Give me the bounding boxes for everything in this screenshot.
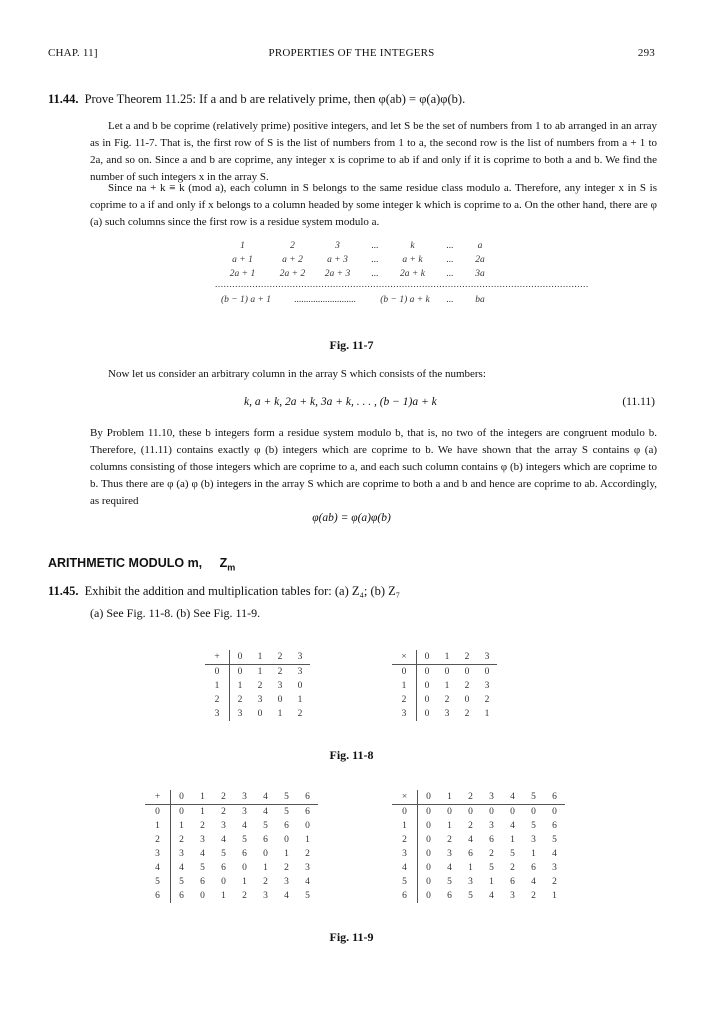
column-header: 3 bbox=[477, 650, 497, 665]
array-cell: ... bbox=[446, 241, 454, 251]
array-cell: k bbox=[410, 241, 415, 251]
table-cell: 1 bbox=[531, 849, 536, 859]
array-row bbox=[215, 255, 495, 269]
table-cell: 6 bbox=[510, 877, 515, 887]
table-cell: 6 bbox=[263, 835, 268, 845]
table-cell: 3 bbox=[468, 877, 473, 887]
column-header: 3 bbox=[481, 790, 502, 805]
table-cell: 5 bbox=[468, 891, 473, 901]
table-cell: 3 bbox=[297, 667, 303, 677]
table-row bbox=[392, 875, 565, 889]
table-cell: 3 bbox=[447, 849, 452, 859]
array-dotted-separator bbox=[215, 280, 589, 295]
array-cell: ... bbox=[371, 269, 379, 279]
row-header: 0 bbox=[205, 665, 230, 680]
table-cell: 2 bbox=[200, 821, 205, 831]
table-cell: 2 bbox=[297, 709, 303, 719]
column-header: 4 bbox=[255, 790, 276, 805]
table-cell: 0 bbox=[447, 807, 452, 817]
array-cell: ... bbox=[371, 241, 379, 251]
table-row bbox=[392, 665, 497, 680]
table-row bbox=[205, 665, 310, 680]
fig-11-7-array bbox=[215, 241, 589, 309]
row-header: 4 bbox=[392, 861, 418, 875]
table-row bbox=[205, 693, 310, 707]
column-header: 5 bbox=[276, 790, 297, 805]
problem-11-45-statement bbox=[48, 584, 400, 599]
column-header: 5 bbox=[523, 790, 544, 805]
table-cell: 0 bbox=[426, 877, 431, 887]
table-cell: 0 bbox=[426, 835, 431, 845]
row-header: 0 bbox=[392, 805, 418, 820]
table-header-row bbox=[205, 650, 310, 665]
operator-symbol: × bbox=[392, 650, 417, 665]
section-title: ARITHMETIC MODULO m, bbox=[48, 556, 203, 570]
row-header: 1 bbox=[392, 819, 418, 833]
table-cell: 3 bbox=[200, 835, 205, 845]
table-cell: 3 bbox=[221, 821, 226, 831]
table-cell: 0 bbox=[426, 863, 431, 873]
table-cell: 3 bbox=[552, 863, 557, 873]
table-row bbox=[205, 679, 310, 693]
table-cell: 3 bbox=[179, 849, 184, 859]
table-cell: 5 bbox=[242, 835, 247, 845]
operator-symbol: + bbox=[205, 650, 230, 665]
array-cell: ... bbox=[446, 295, 454, 305]
table-cell: 2 bbox=[179, 835, 184, 845]
array-row bbox=[215, 241, 495, 255]
table-row bbox=[392, 833, 565, 847]
table-cell: 6 bbox=[447, 891, 452, 901]
table-cell: 0 bbox=[464, 695, 470, 705]
table-header-row bbox=[145, 790, 318, 805]
z7-addition-table bbox=[145, 790, 318, 903]
table-cell: 6 bbox=[489, 835, 494, 845]
table-cell: 3 bbox=[489, 821, 494, 831]
table-cell: 1 bbox=[257, 667, 263, 677]
table-cell: 1 bbox=[297, 695, 303, 705]
table-cell: 0 bbox=[444, 667, 450, 677]
table-cell: 4 bbox=[284, 891, 289, 901]
table-cell: 2 bbox=[444, 695, 450, 705]
column-header: 0 bbox=[230, 650, 251, 665]
array-cell: 2a + 2 bbox=[279, 269, 306, 279]
table-row bbox=[145, 847, 318, 861]
array-cell: 2 bbox=[290, 241, 295, 251]
array-cell: ... bbox=[446, 269, 454, 279]
array-cell: .......................... bbox=[294, 295, 356, 305]
table-row bbox=[145, 833, 318, 847]
table-header-row bbox=[392, 790, 565, 805]
row-header: 0 bbox=[145, 805, 171, 820]
row-header: 6 bbox=[392, 889, 418, 903]
table-row bbox=[145, 861, 318, 875]
column-header: 0 bbox=[171, 790, 193, 805]
column-header: 1 bbox=[250, 650, 270, 665]
array-cell: ... bbox=[446, 255, 454, 265]
table-cell: 1 bbox=[468, 863, 473, 873]
proof-paragraph-3: Now let us consider an arbitrary column in the array S which consists of the numbers: bbox=[108, 368, 486, 380]
table-cell: 5 bbox=[200, 863, 205, 873]
table-row bbox=[392, 861, 565, 875]
table-cell: 1 bbox=[221, 891, 226, 901]
table-cell: 2 bbox=[510, 863, 515, 873]
array-cell: (b − 1) a + k bbox=[380, 295, 430, 305]
table-cell: 0 bbox=[424, 709, 430, 719]
table-row bbox=[205, 707, 310, 721]
table-cell: 5 bbox=[263, 821, 268, 831]
table-cell: 3 bbox=[257, 695, 263, 705]
table-cell: 0 bbox=[297, 681, 303, 691]
table-row bbox=[145, 889, 318, 903]
column-header: 1 bbox=[437, 650, 457, 665]
table-cell: 4 bbox=[552, 849, 557, 859]
row-header: 3 bbox=[145, 847, 171, 861]
section-heading bbox=[48, 556, 235, 573]
problem-number: 11.45. bbox=[48, 584, 79, 598]
table-cell: 0 bbox=[484, 667, 490, 677]
table-cell: 5 bbox=[305, 891, 310, 901]
table-cell: 1 bbox=[444, 681, 450, 691]
row-header: 5 bbox=[392, 875, 418, 889]
column-header: 6 bbox=[297, 790, 318, 805]
array-cell: 2a + 3 bbox=[324, 269, 351, 279]
column-header: 1 bbox=[439, 790, 460, 805]
table-cell: 4 bbox=[200, 849, 205, 859]
operator-symbol: + bbox=[145, 790, 171, 805]
table-cell: 2 bbox=[489, 849, 494, 859]
row-header: 3 bbox=[392, 707, 417, 721]
result-equation: φ(ab) = φ(a)φ(b) bbox=[312, 512, 391, 524]
table-cell: 1 bbox=[284, 849, 289, 859]
running-header-title: PROPERTIES OF THE INTEGERS bbox=[268, 47, 435, 59]
z7-multiplication-table bbox=[392, 790, 565, 903]
table-cell: 1 bbox=[242, 877, 247, 887]
table-cell: 2 bbox=[257, 681, 263, 691]
table-cell: 0 bbox=[221, 877, 226, 887]
array-cell: a bbox=[477, 241, 483, 251]
array-cell: a + k bbox=[402, 255, 423, 265]
table-cell: 0 bbox=[510, 807, 515, 817]
section-symbol: Z bbox=[219, 556, 228, 570]
table-cell: 3 bbox=[510, 891, 515, 901]
table-cell: 0 bbox=[200, 891, 205, 901]
equation-label: (11.11) bbox=[622, 396, 655, 408]
column-header: 0 bbox=[417, 650, 438, 665]
table-cell: 0 bbox=[424, 681, 430, 691]
row-header: 0 bbox=[392, 665, 417, 680]
proof-paragraph-2: Since na + k ≡ k (mod a), each column in S belongs to the same residue class modulo a. Therefore, any integer x in S is coprime to a if and only if x belongs to a column headed by some integer k which is coprime to a. On the other hand, there are φ (a) such columns since the first row is a residue system modulo a. bbox=[90, 182, 657, 228]
table-cell: 6 bbox=[179, 891, 184, 901]
table-cell: 5 bbox=[510, 849, 515, 859]
table-cell: 6 bbox=[200, 877, 205, 887]
row-header: 3 bbox=[205, 707, 230, 721]
table-cell: 2 bbox=[464, 709, 470, 719]
table-row bbox=[145, 805, 318, 820]
column-header: 2 bbox=[460, 790, 481, 805]
table-cell: 2 bbox=[531, 891, 536, 901]
table-cell: 0 bbox=[464, 667, 470, 677]
row-header: 5 bbox=[145, 875, 171, 889]
column-header: 3 bbox=[234, 790, 255, 805]
table-cell: 5 bbox=[221, 849, 226, 859]
column-header: 3 bbox=[290, 650, 310, 665]
table-cell: 3 bbox=[237, 709, 243, 719]
operator-symbol: × bbox=[392, 790, 418, 805]
table-cell: 0 bbox=[284, 835, 289, 845]
table-cell: 0 bbox=[424, 695, 430, 705]
fig-11-9-caption: Fig. 11-9 bbox=[329, 930, 374, 944]
array-cell: ... bbox=[371, 255, 379, 265]
table-row bbox=[145, 875, 318, 889]
problem-text: Exhibit the addition and multiplication tables for: (a) Z₄; (b) Z₇ bbox=[84, 584, 401, 598]
dotted-line: .................................................................................................................................. bbox=[215, 280, 589, 290]
row-header: 2 bbox=[392, 693, 417, 707]
table-cell: 6 bbox=[552, 821, 557, 831]
table-cell: 1 bbox=[277, 709, 283, 719]
table-cell: 3 bbox=[284, 877, 289, 887]
array-cell: 3 bbox=[335, 241, 340, 251]
table-cell: 0 bbox=[237, 667, 243, 677]
proof-paragraph-4: By Problem 11.10, these b integers form a residue system modulo b, that is, no two of the integers are congruent modulo b. Therefore, (11.11) contains exactly φ (b) integers which are coprime to b. We have shown that the array S contains φ (a) columns consisting of those integers which are coprime to a, and each such column contains φ (b) integers which are coprime to b. Thus there are φ (a) φ (b) integers in the array S which are coprime to both a and b and hence are coprime to ab. Accordingly, as required bbox=[90, 427, 657, 507]
column-header: 2 bbox=[457, 650, 477, 665]
table-row bbox=[145, 819, 318, 833]
table-cell: 5 bbox=[552, 835, 557, 845]
problem-11-44-statement bbox=[48, 92, 465, 107]
table-cell: 2 bbox=[284, 863, 289, 873]
row-header: 4 bbox=[145, 861, 171, 875]
table-cell: 1 bbox=[484, 709, 490, 719]
table-cell: 0 bbox=[179, 807, 184, 817]
array-cell: a + 3 bbox=[327, 255, 348, 265]
table-cell: 2 bbox=[484, 695, 490, 705]
table-row bbox=[392, 693, 497, 707]
table-cell: 3 bbox=[263, 891, 268, 901]
table-cell: 0 bbox=[242, 863, 247, 873]
table-cell: 2 bbox=[242, 891, 247, 901]
column-header: 2 bbox=[270, 650, 290, 665]
table-cell: 0 bbox=[489, 807, 494, 817]
table-cell: 4 bbox=[489, 891, 494, 901]
table-cell: 3 bbox=[277, 681, 283, 691]
table-cell: 2 bbox=[447, 835, 452, 845]
array-cell: 1 bbox=[240, 241, 245, 251]
array-cell: 2a bbox=[475, 255, 485, 265]
column-header: 4 bbox=[502, 790, 523, 805]
column-header: 0 bbox=[418, 790, 440, 805]
array-cell: 3a bbox=[475, 269, 485, 279]
table-cell: 6 bbox=[305, 807, 310, 817]
table-cell: 2 bbox=[263, 877, 268, 887]
table-cell: 2 bbox=[552, 877, 557, 887]
table-row bbox=[392, 819, 565, 833]
running-header-chapter: CHAP. 11] bbox=[48, 47, 98, 59]
table-cell: 0 bbox=[277, 695, 283, 705]
table-cell: 1 bbox=[179, 821, 184, 831]
table-cell: 2 bbox=[277, 667, 283, 677]
table-cell: 5 bbox=[531, 821, 536, 831]
array-cell: 2a + 1 bbox=[229, 269, 256, 279]
table-row bbox=[392, 707, 497, 721]
table-cell: 3 bbox=[531, 835, 536, 845]
table-row bbox=[392, 805, 565, 820]
table-cell: 0 bbox=[552, 807, 557, 817]
fig-11-8-caption: Fig. 11-8 bbox=[329, 748, 374, 762]
table-cell: 1 bbox=[200, 807, 205, 817]
table-cell: 4 bbox=[510, 821, 515, 831]
proof-paragraph-1: Let a and b be coprime (relatively prime) positive integers, and let S be the set of numbers from 1 to ab arranged in an array as in Fig. 11-7. That is, the first row of S is the list of numbers from 1 to a, the second row is the list of numbers from a + 1 to 2a, and so on. Since a and b are coprime, any integer x is coprime to ab if and only if it is coprime to both a and b. We find the number of such integers x in the array S. bbox=[90, 120, 657, 183]
array-cell: a + 2 bbox=[282, 255, 303, 265]
problem-text: Prove Theorem 11.25: If a and b are relatively prime, then φ(ab) = φ(a)φ(b). bbox=[84, 92, 466, 106]
table-cell: 3 bbox=[484, 681, 490, 691]
table-row bbox=[392, 679, 497, 693]
table-cell: 3 bbox=[242, 807, 247, 817]
page-number: 293 bbox=[637, 47, 655, 59]
table-cell: 6 bbox=[531, 863, 536, 873]
table-cell: 4 bbox=[179, 863, 184, 873]
column-header: 6 bbox=[544, 790, 565, 805]
table-row bbox=[392, 889, 565, 903]
table-header-row bbox=[392, 650, 497, 665]
table-cell: 3 bbox=[305, 863, 310, 873]
section-symbol-subscript: m bbox=[227, 562, 236, 573]
table-cell: 4 bbox=[531, 877, 536, 887]
table-cell: 6 bbox=[284, 821, 289, 831]
table-cell: 1 bbox=[552, 891, 557, 901]
row-header: 1 bbox=[205, 679, 230, 693]
table-cell: 0 bbox=[426, 891, 431, 901]
table-cell: 4 bbox=[468, 835, 473, 845]
array-cell: (b − 1) a + 1 bbox=[220, 295, 272, 305]
row-header: 6 bbox=[145, 889, 171, 903]
problem-number: 11.44. bbox=[48, 92, 79, 106]
table-cell: 1 bbox=[447, 821, 452, 831]
table-cell: 4 bbox=[263, 807, 268, 817]
table-cell: 1 bbox=[489, 877, 494, 887]
table-cell: 1 bbox=[263, 863, 268, 873]
table-cell: 4 bbox=[305, 877, 310, 887]
table-cell: 4 bbox=[242, 821, 247, 831]
z4-multiplication-table bbox=[392, 650, 497, 721]
table-cell: 2 bbox=[464, 681, 470, 691]
z4-addition-table bbox=[205, 650, 310, 721]
table-cell: 1 bbox=[305, 835, 310, 845]
table-cell: 5 bbox=[284, 807, 289, 817]
table-cell: 0 bbox=[257, 709, 263, 719]
fig-11-7-caption: Fig. 11-7 bbox=[329, 338, 374, 352]
array-cell: a + 1 bbox=[232, 255, 253, 265]
table-cell: 0 bbox=[263, 849, 268, 859]
column-header: 2 bbox=[213, 790, 234, 805]
table-cell: 2 bbox=[305, 849, 310, 859]
table-cell: 2 bbox=[468, 821, 473, 831]
table-cell: 1 bbox=[510, 835, 515, 845]
table-cell: 3 bbox=[444, 709, 450, 719]
array-cell: 2a + k bbox=[400, 269, 425, 279]
equation-11-11: k, a + k, 2a + k, 3a + k, . . . , (b − 1)a + k bbox=[244, 396, 437, 408]
problem-11-45-answer: (a) See Fig. 11-8. (b) See Fig. 11-9. bbox=[90, 606, 261, 620]
table-cell: 0 bbox=[426, 849, 431, 859]
row-header: 3 bbox=[392, 847, 418, 861]
table-cell: 4 bbox=[447, 863, 452, 873]
array-last-row bbox=[215, 295, 495, 309]
table-cell: 5 bbox=[489, 863, 494, 873]
array-cell: ba bbox=[475, 295, 485, 305]
table-cell: 0 bbox=[426, 821, 431, 831]
table-row bbox=[392, 847, 565, 861]
table-cell: 5 bbox=[179, 877, 184, 887]
row-header: 2 bbox=[205, 693, 230, 707]
table-cell: 0 bbox=[531, 807, 536, 817]
row-header: 1 bbox=[145, 819, 171, 833]
table-cell: 6 bbox=[468, 849, 473, 859]
table-cell: 4 bbox=[221, 835, 226, 845]
table-cell: 0 bbox=[424, 667, 430, 677]
table-cell: 2 bbox=[237, 695, 243, 705]
row-header: 1 bbox=[392, 679, 417, 693]
table-cell: 0 bbox=[426, 807, 431, 817]
table-cell: 2 bbox=[221, 807, 226, 817]
table-cell: 5 bbox=[447, 877, 452, 887]
table-cell: 1 bbox=[237, 681, 243, 691]
row-header: 2 bbox=[392, 833, 418, 847]
column-header: 1 bbox=[192, 790, 213, 805]
table-cell: 6 bbox=[221, 863, 226, 873]
table-cell: 6 bbox=[242, 849, 247, 859]
table-cell: 0 bbox=[305, 821, 310, 831]
table-cell: 0 bbox=[468, 807, 473, 817]
row-header: 2 bbox=[145, 833, 171, 847]
